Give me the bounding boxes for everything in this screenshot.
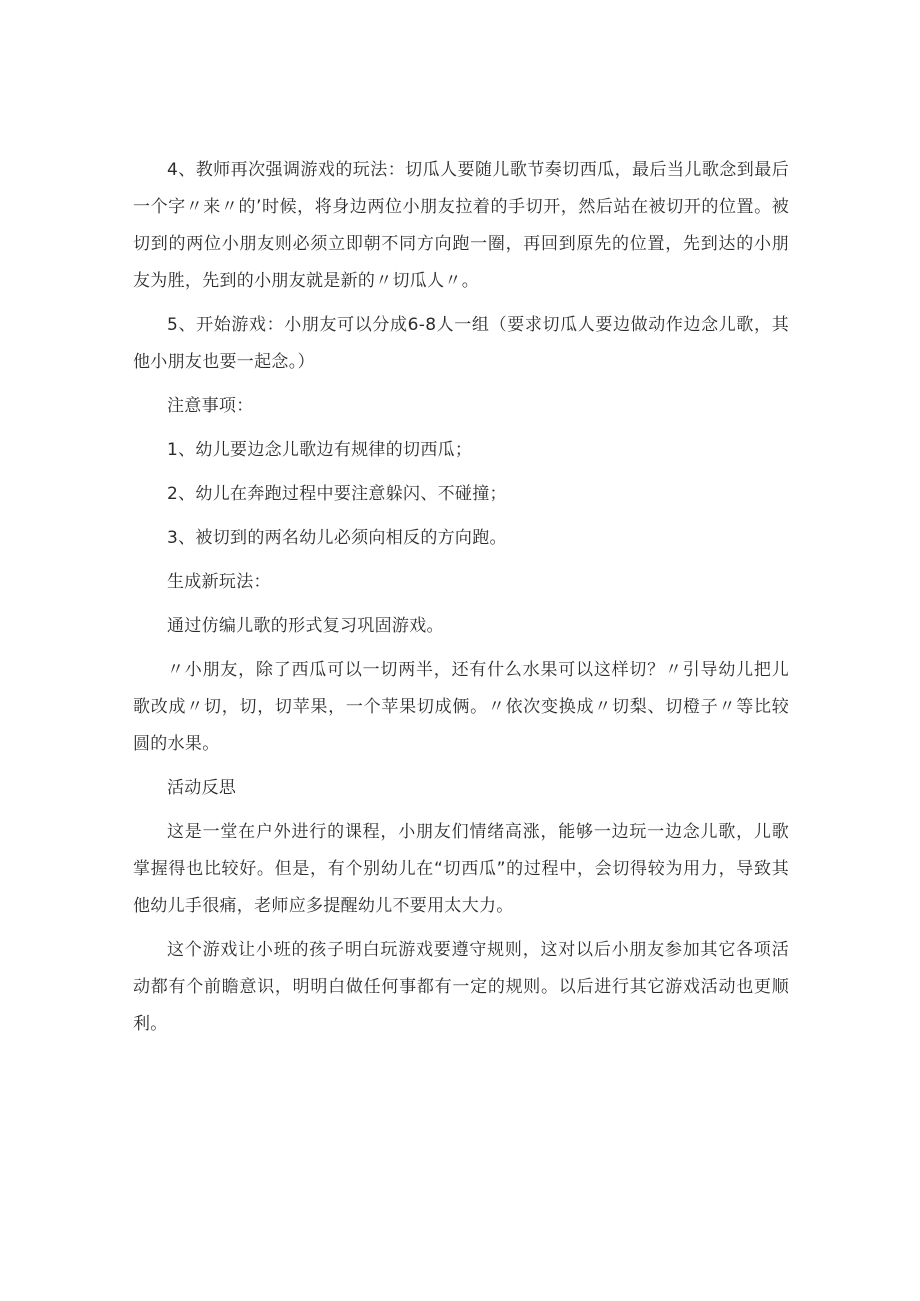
paragraph-reflection-2: 这个游戏让小班的孩子明白玩游戏要遵守规则，这对以后小朋友参加其它各项活动都有个前瞻意识，明明白做任何事都有一定的规则。以后进行其它游戏活动也更顺利。 [133,940,789,1034]
note-item-2: 2、幼儿在奔跑过程中要注意躲闪、不碰撞； [167,484,507,504]
note-item-3: 3、被切到的两名幼儿必须向相反的方向跑。 [167,528,507,548]
paragraph-reflection-1: 这是一堂在户外进行的课程，小朋友们情绪高涨，能够一边玩一边念儿歌，儿歌掌握得也比较好。但是，有个别幼儿在“切西瓜”的过程中，会切得较为用力，导致其他幼儿手很痛，老师应多提醒幼儿不要用太大力。 [133,822,789,916]
heading-new-play: 生成新玩法： [167,572,271,592]
heading-notes: 注意事项： [167,396,254,416]
paragraph-new-play-detail: 〃小朋友，除了西瓜可以一切两半，还有什么水果可以这样切？〃引导幼儿把儿歌改成〃切，切，切苹果，一个苹果切成俩。〃依次变换成〃切梨、切橙子〃等比较圆的水果。 [133,660,789,754]
paragraph-step-5: 5、开始游戏：小朋友可以分成6-8人一组（要求切瓜人要边做动作边念儿歌，其他小朋友也要一起念。） [133,315,789,372]
heading-reflection: 活动反思 [167,778,237,798]
paragraph-step-4: 4、教师再次强调游戏的玩法：切瓜人要随儿歌节奏切西瓜，最后当儿歌念到最后一个字〃来〃的’时候，将身边两位小朋友拉着的手切开，然后站在被切开的位置。被切到的两位小朋友则必须立即朝不同方向跑一圈，再回到原先的位置，先到达的小朋友为胜，先到的小朋友就是新的〃切瓜人〃。 [133,160,789,291]
note-item-1: 1、幼儿要边念儿歌边有规律的切西瓜； [167,440,473,460]
document-body [133,152,789,1050]
paragraph-new-play-intro: 通过仿编儿歌的形式复习巩固游戏。 [167,616,444,636]
